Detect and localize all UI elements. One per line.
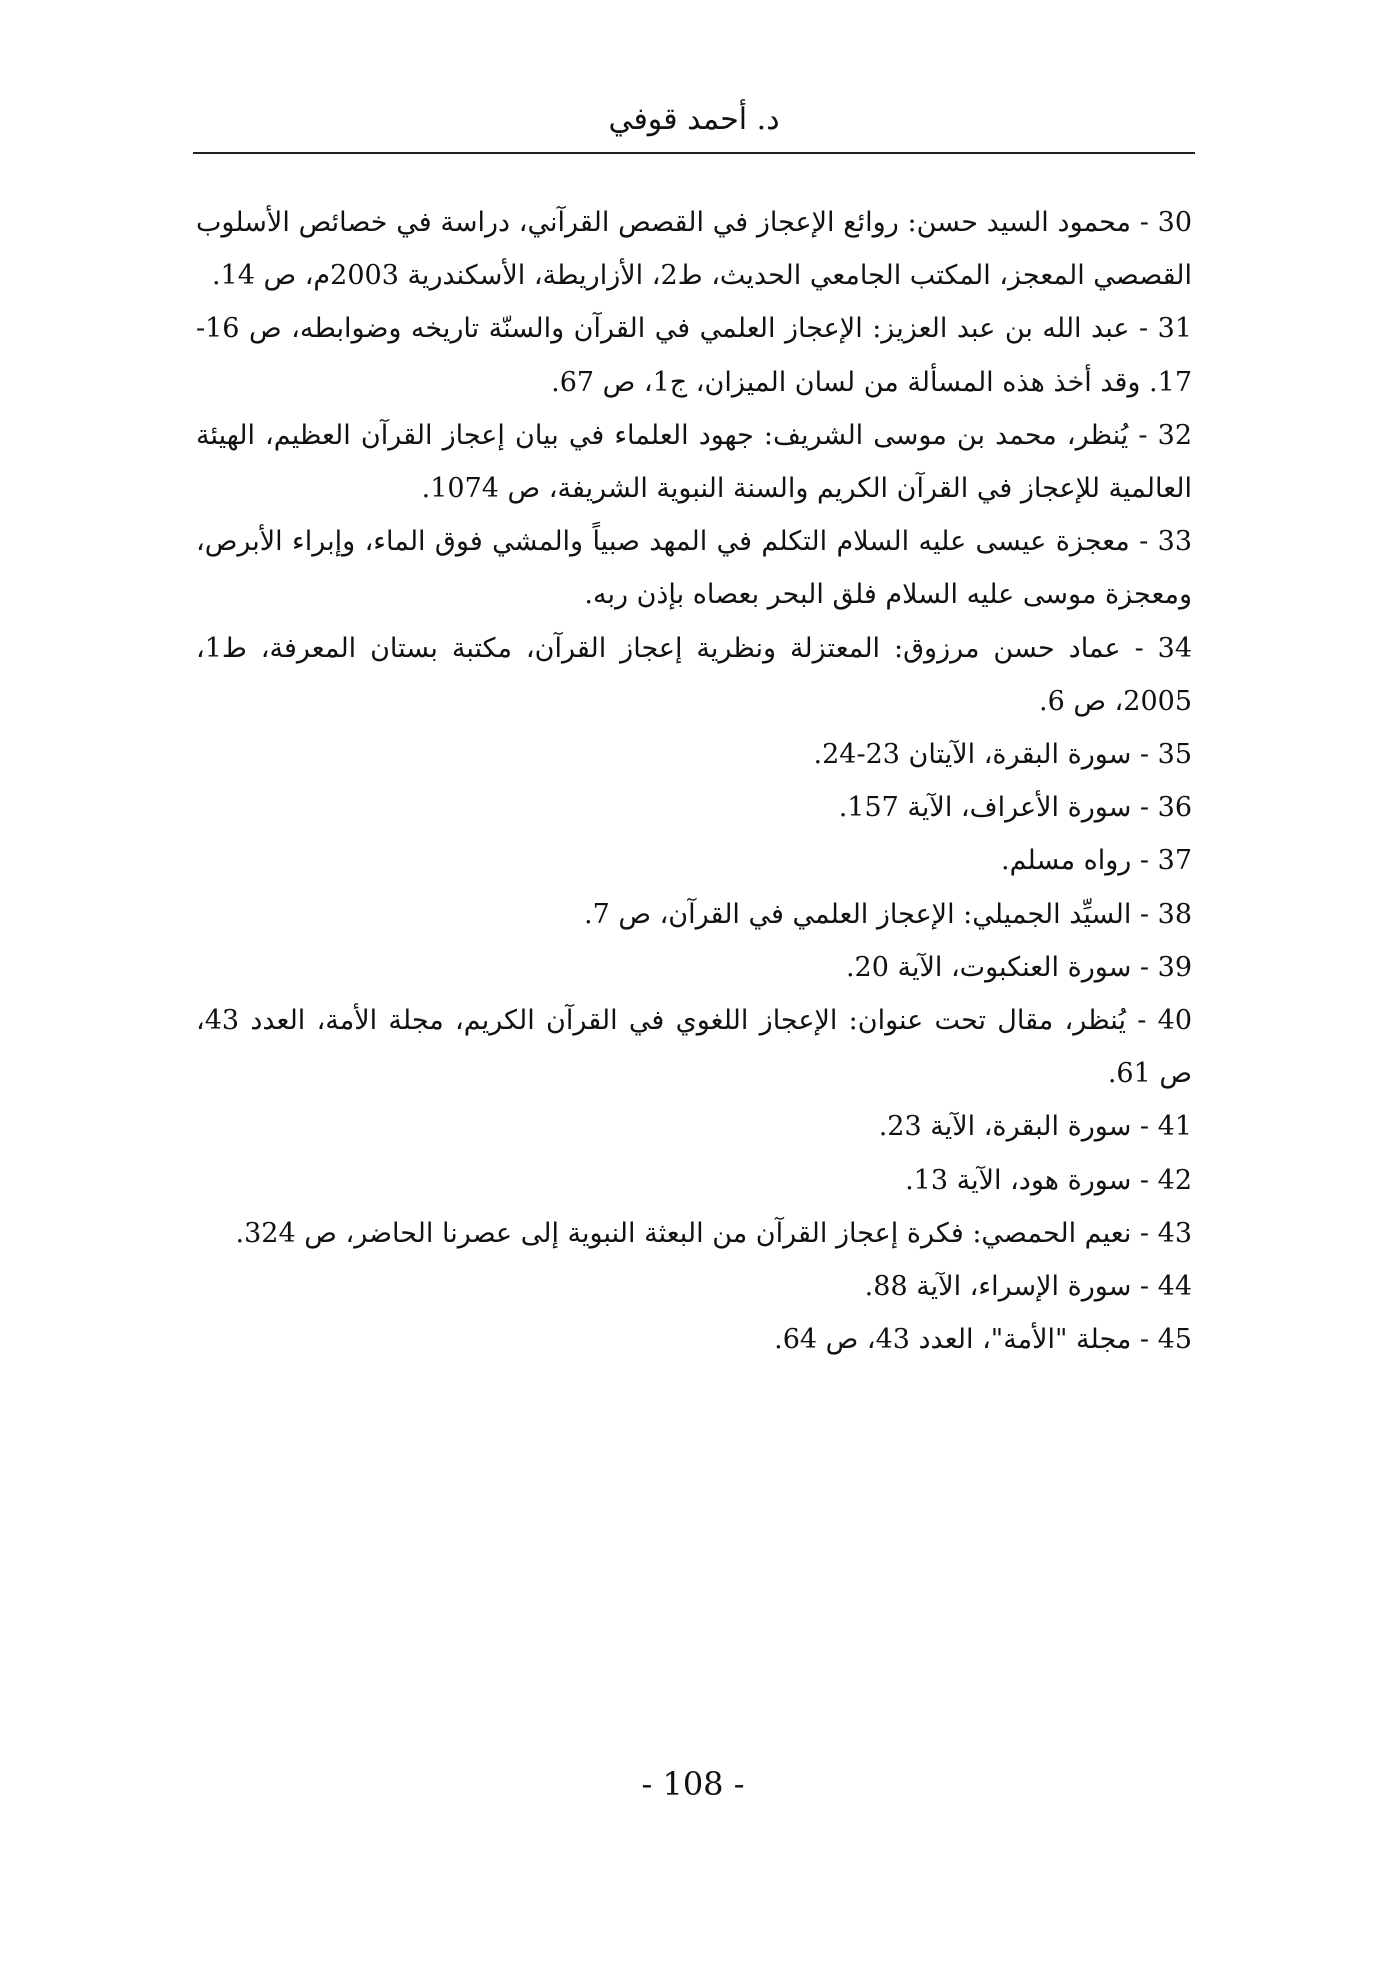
- endnote-40: 40 - يُنظر، مقال تحت عنوان: الإعجاز اللغوي في القرآن الكريم، مجلة الأمة، العدد 43، ص 61.: [196, 1005, 1192, 1090]
- endnote-45: 45 - مجلة "الأمة"، العدد 43، ص 64.: [774, 1324, 1192, 1356]
- endnote-41: 41 - سورة البقرة، الآية 23.: [878, 1111, 1192, 1143]
- endnote-34: 34 - عماد حسن مرزوق: المعتزلة ونظرية إعجاز القرآن، مكتبة بستان المعرفة، ط1، 2005، ص 6.: [196, 632, 1192, 717]
- endnote-31: 31 - عبد الله بن عبد العزيز: الإعجاز العلمي في القرآن والسنّة تاريخه وضوابطه، ص 16-17. وقد أخذ هذه المسألة من لسان الميزان، ج1، ص 67.: [196, 313, 1192, 398]
- endnote-38: 38 - السيِّد الجميلي: الإعجاز العلمي في القرآن، ص 7.: [584, 898, 1192, 930]
- endnote-42: 42 - سورة هود، الآية 13.: [905, 1164, 1192, 1196]
- page-number: - 108 -: [641, 1765, 745, 1803]
- endnote-33: 33 - معجزة عيسى عليه السلام التكلم في المهد صبياً والمشي فوق الماء، وإبراء الأبرص، ومعجزة موسى عليه السلام فلق البحر بعصاه بإذن ربه.: [196, 526, 1192, 611]
- endnotes-list: [196, 196, 1192, 1366]
- endnote-30: 30 - محمود السيد حسن: روائع الإعجاز في القصص القرآني، دراسة في خصائص الأسلوب القصصي المعجز، المكتب الجامعي الحديث، ط2، الأزاريطة، الأسكندرية 2003م، ص 14.: [196, 207, 1192, 292]
- endnote-39: 39 - سورة العنكبوت، الآية 20.: [845, 951, 1192, 983]
- endnote-36: 36 - سورة الأعراف، الآية 157.: [838, 792, 1192, 824]
- page-header: [193, 92, 1195, 154]
- endnote-37: 37 - رواه مسلم.: [1001, 845, 1192, 877]
- endnote-44: 44 - سورة الإسراء، الآية 88.: [864, 1271, 1192, 1303]
- endnote-32: 32 - يُنظر، محمد بن موسى الشريف: جهود العلماء في بيان إعجاز القرآن العظيم، الهيئة العالمية للإعجاز في القرآن الكريم والسنة النبوية الشريفة، ص 1074.: [196, 419, 1192, 505]
- endnote-43: 43 - نعيم الحمصي: فكرة إعجاز القرآن من البعثة النبوية إلى عصرنا الحاضر، ص 324.: [235, 1217, 1192, 1249]
- endnote-35: 35 - سورة البقرة، الآيتان 23-24.: [813, 739, 1192, 771]
- header-author: د. أحمد قوفي: [608, 102, 780, 137]
